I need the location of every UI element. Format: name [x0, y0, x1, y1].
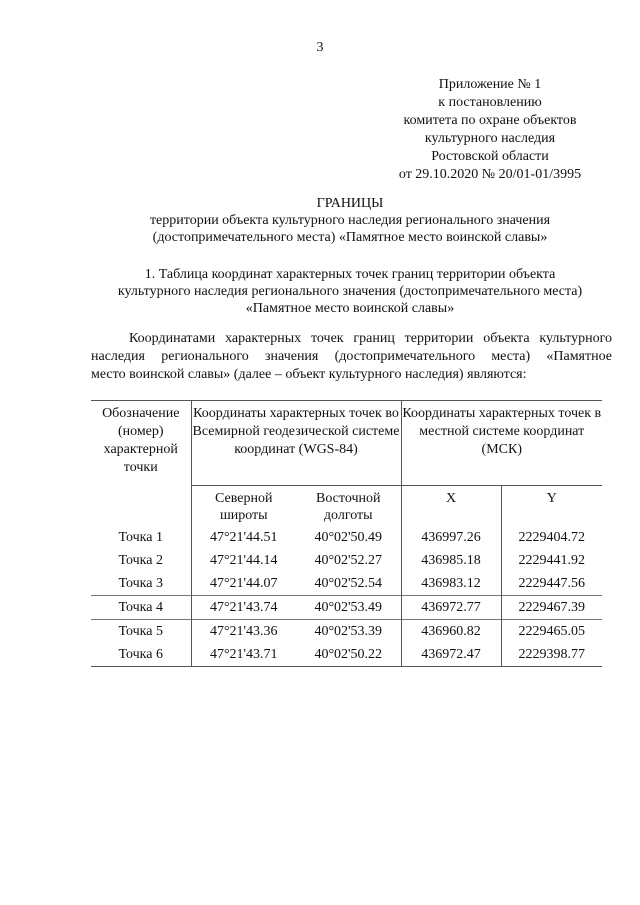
cell-y: 2229404.72: [501, 526, 602, 549]
cell-y: 2229465.05: [501, 620, 602, 644]
cell-x: 436960.82: [401, 620, 501, 644]
intro-line: Координатами характерных точек границ территории объекта культурного: [129, 331, 612, 346]
cell-east: 40°02'50.49: [314, 530, 383, 545]
table-row: [91, 572, 602, 596]
heading-line: территории объекта культурного наследия регионального значения: [149, 213, 551, 228]
cell-north: 47°21'43.71: [191, 643, 296, 667]
appendix-block: [330, 76, 640, 184]
section-line: «Памятное место воинской славы»: [245, 301, 455, 316]
cell-north: 47°21'43.36: [191, 620, 296, 644]
cell-east: 40°02'52.27: [314, 553, 383, 568]
cell-y: 2229447.56: [501, 572, 602, 596]
header-north-latitude: Северной широты: [191, 486, 296, 527]
page-number: 3: [316, 40, 324, 55]
header-wgs84: Координаты характерных точек во Всемирной геодезической системе координат (WGS-84): [191, 401, 401, 486]
appendix-line: к постановлению: [438, 95, 542, 110]
header-msk: Координаты характерных точек в местной системе координат (МСК): [401, 401, 602, 486]
section-line: культурного наследия регионального значения (достопримечательного места): [117, 284, 583, 299]
cell-east: 40°02'53.49: [296, 596, 401, 620]
cell-y: 2229441.92: [501, 549, 602, 572]
header-point-designation: Обозначение (номер) характерной точки: [91, 401, 191, 527]
document-heading: [0, 195, 640, 246]
cell-east: 40°02'52.54: [314, 576, 383, 591]
intro-line: место воинской славы» (далее – объект культурного наследия) являются:: [91, 367, 527, 382]
cell-east: 40°02'50.22: [296, 643, 401, 667]
header-x: X: [401, 486, 501, 527]
cell-x: 436983.12: [401, 572, 501, 596]
table-row: [91, 526, 602, 549]
cell-north: 47°21'43.74: [191, 596, 296, 620]
appendix-line: культурного наследия: [424, 131, 556, 146]
cell-point: Точка 3: [118, 576, 163, 591]
header-y: Y: [501, 486, 602, 527]
table-row: [91, 620, 602, 644]
intro-line: наследия регионального значения (достопримечательного места) «Памятное: [91, 349, 612, 364]
appendix-line: Приложение № 1: [438, 77, 542, 92]
cell-east: 40°02'53.39: [296, 620, 401, 644]
cell-north: 47°21'44.14: [191, 549, 296, 572]
cell-x: 436985.18: [401, 549, 501, 572]
table-row: [91, 596, 602, 620]
appendix-line: Ростовской области: [431, 149, 549, 164]
cell-y: 2229398.77: [501, 643, 602, 667]
cell-point: Точка 6: [91, 643, 191, 667]
cell-point: Точка 1: [118, 530, 163, 545]
cell-x: 436997.26: [401, 526, 501, 549]
table-row: [91, 643, 602, 667]
cell-point: Точка 5: [91, 620, 191, 644]
table-row: [91, 549, 602, 572]
cell-north: 47°21'44.07: [191, 572, 296, 596]
header-east-longitude: Восточной долготы: [296, 486, 401, 527]
heading-line: (достопримечательного места) «Памятное место воинской славы»: [152, 230, 548, 245]
cell-x: 436972.77: [401, 596, 501, 620]
appendix-line: от 29.10.2020 № 20/01-01/3995: [398, 167, 582, 182]
cell-x: 436972.47: [401, 643, 501, 667]
cell-y: 2229467.39: [501, 596, 602, 620]
section-title: [70, 266, 630, 317]
cell-point: Точка 4: [91, 596, 191, 620]
cell-north: 47°21'44.51: [191, 526, 296, 549]
section-line: 1. Таблица координат характерных точек границ территории объекта: [144, 267, 556, 282]
appendix-line: комитета по охране объектов: [403, 113, 577, 128]
intro-paragraph: [91, 330, 612, 384]
heading-title: ГРАНИЦЫ: [316, 196, 384, 211]
coordinates-table: [91, 400, 602, 667]
cell-point: Точка 2: [118, 553, 163, 568]
